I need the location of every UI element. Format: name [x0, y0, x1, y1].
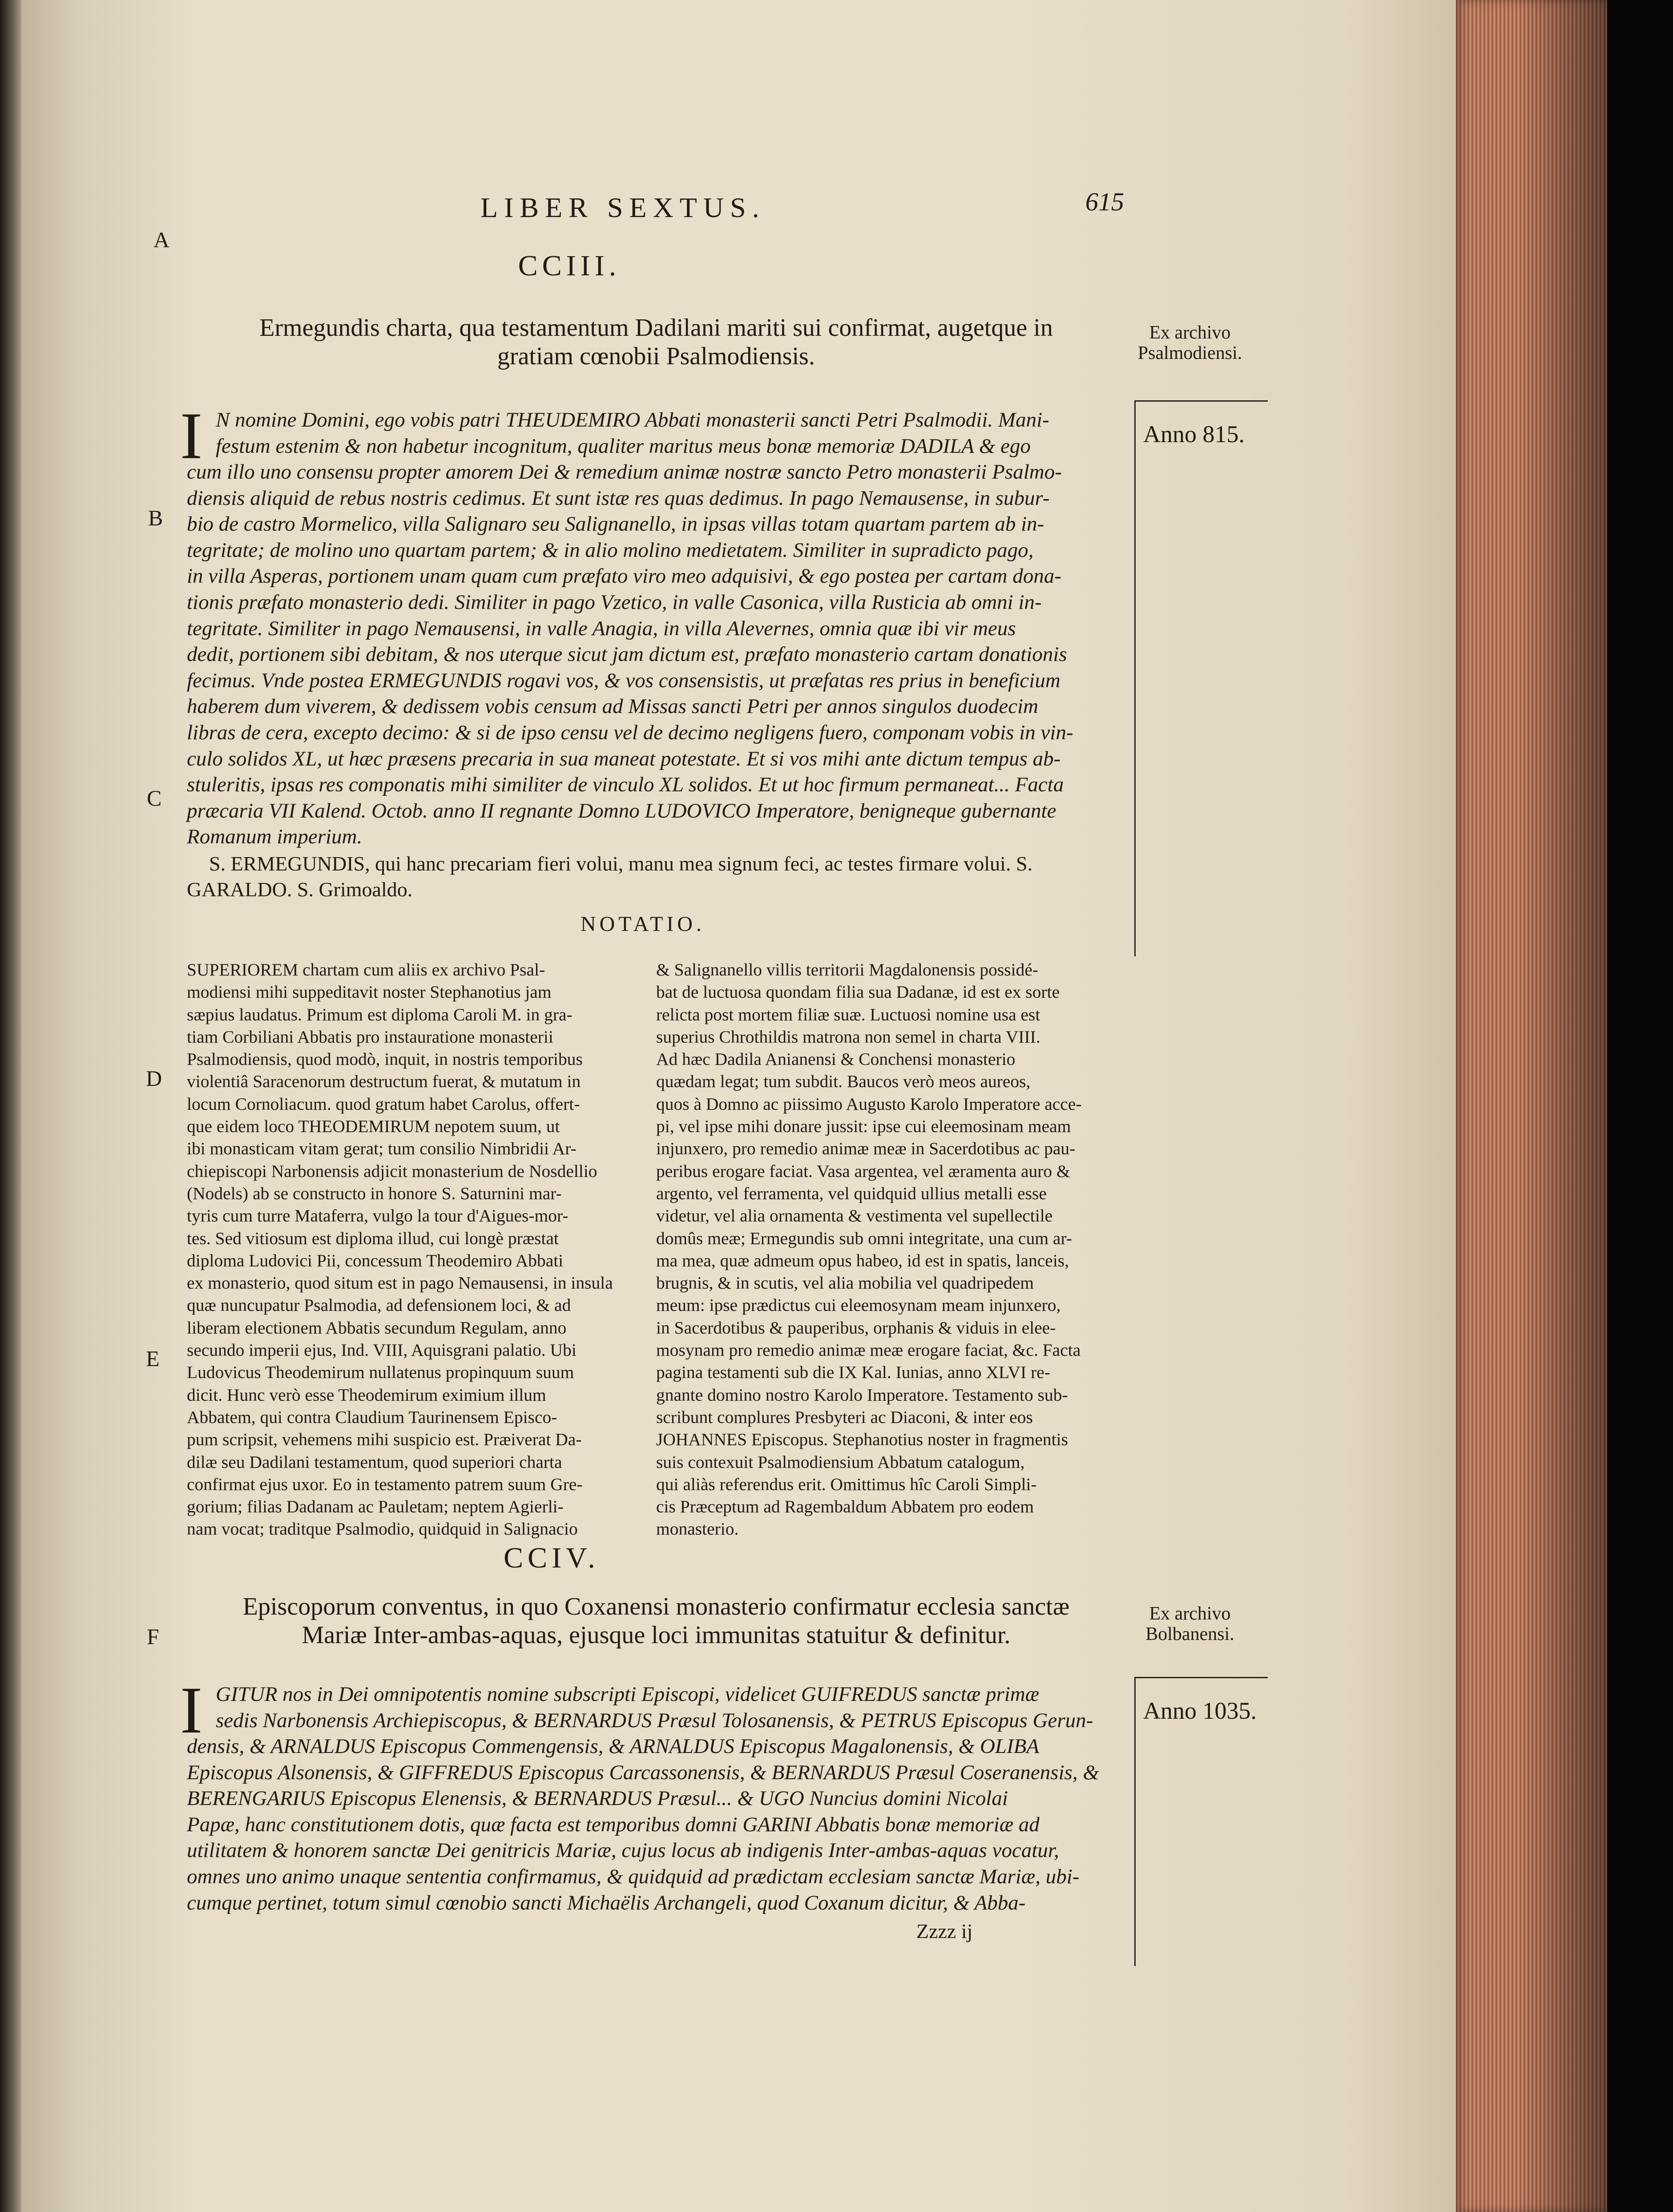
text-line: tegritate; de molino uno quartam partem; & in alio molino medietatem. Similiter in supradicto pago, — [187, 538, 1034, 562]
text-line: ibi monasticam vitam gerat; tum consilio Nimbridii Ar- — [187, 1139, 576, 1159]
text-line: pum scripsit, vehemens mihi suspicio est. Præiverat Da- — [187, 1430, 582, 1450]
text-line: cum illo uno consensu propter amorem Dei & remedium animæ nostræ sancto Petro monasterii Psalmo- — [187, 460, 1062, 483]
text-line: sedis Narbonensis Archiepiscopus, & BERNARDUS Præsul Tolosanensis, & PETRUS Episcopus Gerun- — [216, 1708, 1093, 1732]
margin-rule — [1134, 400, 1268, 402]
text-line: præcaria VII Kalend. Octob. anno II regnante Domno LUDOVICO Imperatore, benigneque gubernante — [187, 799, 1056, 822]
text-line: scribunt complures Presbyteri ac Diaconi, & inter eos — [656, 1407, 1033, 1427]
charter-text — [216, 1681, 1123, 1733]
text-line: monasterio. — [656, 1519, 739, 1539]
page-number: 615 — [1085, 187, 1124, 216]
text-line: pi, vel ipse mihi donare jussit: ipse cui eleemosinam meam — [656, 1116, 1071, 1136]
text-line: secundo imperii ejus, Ind. VIII, Aquisgrani palatio. Ubi — [187, 1340, 576, 1360]
text-line: Ludovicus Theodemirum nullatenus propinquum suum — [187, 1362, 574, 1382]
charter-text — [216, 407, 1123, 459]
text-line: liberam electionem Abbatis secundum Regulam, anno — [187, 1318, 567, 1338]
background-margin — [1607, 0, 1673, 2212]
text-line: chiepiscopi Narbonensis adjicit monasterium de Nosdellio — [187, 1161, 597, 1181]
source-line: Psalmodiensi. — [1137, 343, 1242, 363]
notatio-title: NOTATIO. — [580, 912, 705, 936]
document-heading — [176, 314, 1137, 371]
year-note: Anno 1035. — [1143, 1697, 1257, 1724]
notatio-right-column — [656, 959, 1130, 1540]
text-line: peribus erogare faciat. Vasa argentea, vel æramenta auro & — [656, 1161, 1070, 1181]
text-line: superius Chrothildis matrona non semel in charta VIII. — [656, 1027, 1040, 1047]
text-line: tyris cum turre Mataferra, vulgo la tour d'Aigues-mor- — [187, 1206, 568, 1226]
text-line: in Sacerdotibus & pauperibus, orphanis & viduis in elee- — [656, 1318, 1056, 1338]
text-line: cis Præceptum ad Ragembaldum Abbatem pro eodem — [656, 1497, 1034, 1517]
text-line: sæpius laudatus. Primum est diploma Caroli M. in gra- — [187, 1004, 572, 1024]
text-line: injunxero, pro remedio animæ meæ in Sacerdotibus ac pau- — [656, 1139, 1076, 1159]
text-line: gnante domino nostro Karolo Imperatore. Testamento sub- — [656, 1385, 1068, 1405]
drop-capital: I — [180, 1673, 202, 1747]
text-line: pagina testamenti sub die IX Kal. Iunias, anno XLVI re- — [656, 1362, 1050, 1382]
text-line: ex monasterio, quod situm est in pago Nemausensi, in insula — [187, 1273, 613, 1293]
heading-line: Ermegundis charta, qua testamentum Dadilani mariti sui confirmat, augetque in — [259, 314, 1053, 342]
text-line: Psalmodiensis, quod modò, inquit, in nostris temporibus — [187, 1049, 583, 1069]
text-line: gorium; filias Dadanam ac Pauletam; neptem Agierli- — [187, 1497, 564, 1517]
text-line: BERENGARIUS Episcopus Elenensis, & BERNARDUS Præsul... & UGO Nuncius domini Nicolai — [187, 1787, 1008, 1810]
document-number: CCIII. — [518, 250, 621, 282]
signature-mark: Zzzz ij — [916, 1920, 973, 1942]
running-title: LIBER SEXTUS. — [480, 192, 766, 223]
text-line: modiensi mihi suppeditavit noster Stephanotius jam — [187, 982, 552, 1002]
text-line: stuleritis, ipsas res componatis mihi similiter de vinculo XL solidos. Et ut hoc firmum permaneat... Facta — [187, 773, 1064, 797]
text-line: omnes uno animo unaque sententia confirmamus, & quidquid ad prædictam ecclesiam sanctæ Mariæ, ubi- — [187, 1865, 1080, 1888]
text-line: relicta post mortem filiæ suæ. Luctuosi nomine usa est — [656, 1004, 1040, 1024]
text-line: confirmat ejus uxor. Eo in testamento patrem suum Gre- — [187, 1474, 583, 1494]
text-line: videtur, vel alia ornamenta & vestimenta vel supellectile — [656, 1206, 1053, 1226]
heading-line: Mariæ Inter-ambas-aquas, ejusque loci immunitas statuitur & definitur. — [302, 1621, 1011, 1649]
facing-page-edge — [0, 0, 21, 2212]
margin-letter-b: B — [148, 505, 163, 530]
text-line: GITUR nos in Dei omnipotentis nomine subscripti Episcopi, videlicet GUIFREDUS sanctæ primæ — [216, 1683, 1040, 1706]
text-line: violentiâ Saracenorum destructum fuerat, & mutatum in — [187, 1072, 581, 1092]
text-line: nam vocat; traditque Psalmodio, quidquid in Salignacio — [187, 1519, 578, 1539]
text-line: domûs meæ; Ermegundis sub omni integritate, una cum ar- — [656, 1228, 1072, 1248]
text-line: meum: ipse prædictus cui eleemosynam meam injunxero, — [656, 1295, 1061, 1315]
text-line: utilitatem & honorem sanctæ Dei genitricis Mariæ, cujus locus ab indigenis Inter-ambas-aquas vocatur, — [187, 1839, 1059, 1862]
margin-rule — [1134, 400, 1136, 956]
source-line: Ex archivo — [1149, 322, 1231, 343]
source-line: Bolbanensi. — [1145, 1624, 1234, 1644]
source-line: Ex archivo — [1149, 1604, 1231, 1624]
text-line: SUPERIOREM chartam cum aliis ex archivo Psal- — [187, 960, 545, 979]
margin-letter-d: D — [146, 1066, 162, 1091]
margin-letter-e: E — [146, 1346, 160, 1371]
text-line: bio de castro Mormelico, villa Salignaro seu Salignanello, in ipsas villas totam quartam partem ab in- — [187, 512, 1044, 536]
text-line: dicit. Hunc verò esse Theodemirum eximium illum — [187, 1385, 546, 1405]
text-line: quædam legat; tum subdit. Baucos verò meos aureos, — [656, 1072, 1031, 1092]
text-line: qui aliàs referendus erit. Omittimus hîc Caroli Simpli- — [656, 1474, 1037, 1494]
charter-text — [187, 1733, 1130, 1916]
text-line: libras de cera, excepto decimo: & si de ipso censu vel de decimo negligens fuero, componam vobis in vin- — [187, 721, 1073, 744]
text-line: JOHANNES Episcopus. Stephanotius noster in fragmentis — [656, 1430, 1068, 1450]
heading-line: gratiam cœnobii Psalmodiensis. — [497, 342, 815, 370]
heading-line: Episcoporum conventus, in quo Coxanensi monasterio confirmatur ecclesia sanctæ — [242, 1593, 1070, 1620]
text-line: quæ nuncupatur Psalmodia, ad defensionem loci, & ad — [187, 1295, 571, 1315]
drop-capital: I — [180, 399, 202, 473]
margin-letter-a: A — [153, 227, 170, 252]
source-note — [1125, 322, 1254, 363]
document-number: CCIV. — [504, 1542, 600, 1574]
year-note: Anno 815. — [1143, 421, 1245, 447]
text-line: tes. Sed vitiosum est diploma illud, cui longè præstat — [187, 1228, 559, 1248]
text-line: festum estenim & non habetur incognitum, qualiter maritus meus bonæ memoriæ DADILA & ego — [216, 434, 1031, 458]
source-note — [1125, 1604, 1254, 1644]
text-line: N nomine Domini, ego vobis patri THEUDEMIRO Abbati monasterii sancti Petri Psalmodii. Mani- — [216, 408, 1049, 431]
margin-rule — [1134, 1677, 1136, 1966]
text-line: locum Cornoliacum. quod gratum habet Carolus, offert- — [187, 1094, 580, 1114]
text-line: mosynam pro remedio animæ meæ erogare faciat, &c. Facta — [656, 1340, 1081, 1360]
text-line: dilæ seu Dadilani testamentum, quod superiori charta — [187, 1452, 562, 1472]
text-line: dedit, portionem sibi debitam, & nos uterque sicut jam dictum est, præfato monasterio cartam donationis — [187, 643, 1067, 666]
text-line: suis contexuit Psalmodiensium Abbatum catalogum, — [656, 1452, 1025, 1472]
text-line: tiam Corbiliani Abbatis pro instauratione monasterii — [187, 1027, 553, 1047]
text-line: cumque pertinet, totum simul cœnobio sancti Michaëlis Archangeli, quod Coxanum dicitur, & Abba- — [187, 1891, 1026, 1914]
margin-letter-f: F — [147, 1624, 159, 1649]
text-line: quos à Domno ac piissimo Augusto Karolo Imperatore acce- — [656, 1094, 1082, 1114]
text-line: brugnis, & in scutis, vel alia mobilia vel quadripedem — [656, 1273, 1034, 1293]
text-line: fecimus. Vnde postea ERMEGUNDIS rogavi vos, & vos consensistis, ut præfatas res prius in beneficium — [187, 669, 1060, 692]
document-heading — [176, 1592, 1137, 1649]
charter-text — [187, 459, 1130, 850]
text-line: Ad hæc Dadila Anianensi & Conchensi monasterio — [656, 1049, 1016, 1069]
text-line: argento, vel ferramenta, vel quidquid ullius metalli esse — [656, 1183, 1047, 1203]
margin-rule — [1134, 1677, 1268, 1678]
text-line: ma mea, quæ admeum opus habeo, id est in spatis, lanceis, — [656, 1250, 1069, 1270]
signature-line: GARALDO. S. Grimoaldo. — [187, 878, 413, 901]
text-line: Papæ, hanc constitutionem dotis, quæ facta est temporibus domni GARINI Abbatis bonæ memoriæ ad — [187, 1813, 1040, 1836]
text-line: tegritate. Similiter in pago Nemausensi, in valle Anagia, in villa Alevernes, omnia quæ ibi vir meus — [187, 616, 1016, 640]
text-line: Episcopus Alsonensis, & GIFFREDUS Episcopus Carcassonensis, & BERNARDUS Præsul Coseranensis, & — [187, 1761, 1099, 1784]
text-line: diploma Ludovici Pii, concessum Theodemiro Abbati — [187, 1250, 564, 1270]
text-line: haberem dum viverem, & dedissem vobis censum ad Missas sancti Petri per annos singulos duodecim — [187, 695, 1039, 718]
text-line: densis, & ARNALDUS Episcopus Commengensis, & ARNALDUS Episcopus Magalonensis, & OLIBA — [187, 1735, 1040, 1758]
margin-letter-c: C — [147, 786, 162, 810]
fore-edge — [1456, 0, 1607, 2212]
text-line: diensis aliquid de rebus nostris cedimus. Et sunt istæ res quas dedimus. In pago Nemausense, in subur- — [187, 486, 1050, 510]
notatio-left-column — [187, 959, 661, 1540]
text-line: bat de luctuosa quondam filia sua Dadanæ, id est ex sorte — [656, 982, 1060, 1002]
signature-line: S. ERMEGUNDIS, qui hanc precariam fieri volui, manu mea signum feci, ac testes firmare volui. S. — [209, 852, 1033, 875]
text-line: culo solidos XL, ut hæc præsens precaria in sua maneat potestate. Et si vos mihi ante dictum tempus ab- — [187, 747, 1061, 770]
text-line: Abbatem, qui contra Claudium Taurinensem Episco- — [187, 1407, 557, 1427]
text-line: in villa Asperas, portionem unam quam cum præfato viro meo adquisivi, & ego postea per cartam dona- — [187, 564, 1062, 588]
text-line: tionis præfato monasterio dedi. Similiter in pago Vzetico, in valle Casonica, villa Rusticia ab omni in- — [187, 590, 1042, 614]
text-line: & Salignanello villis territorii Magdalonensis possidé- — [656, 960, 1039, 979]
text-line: (Nodels) ab se constructo in honore S. Saturnini mar- — [187, 1183, 562, 1203]
text-line: que eidem loco THEODEMIRUM nepotem suum, ut — [187, 1116, 560, 1136]
text-line: Romanum imperium. — [187, 825, 363, 849]
